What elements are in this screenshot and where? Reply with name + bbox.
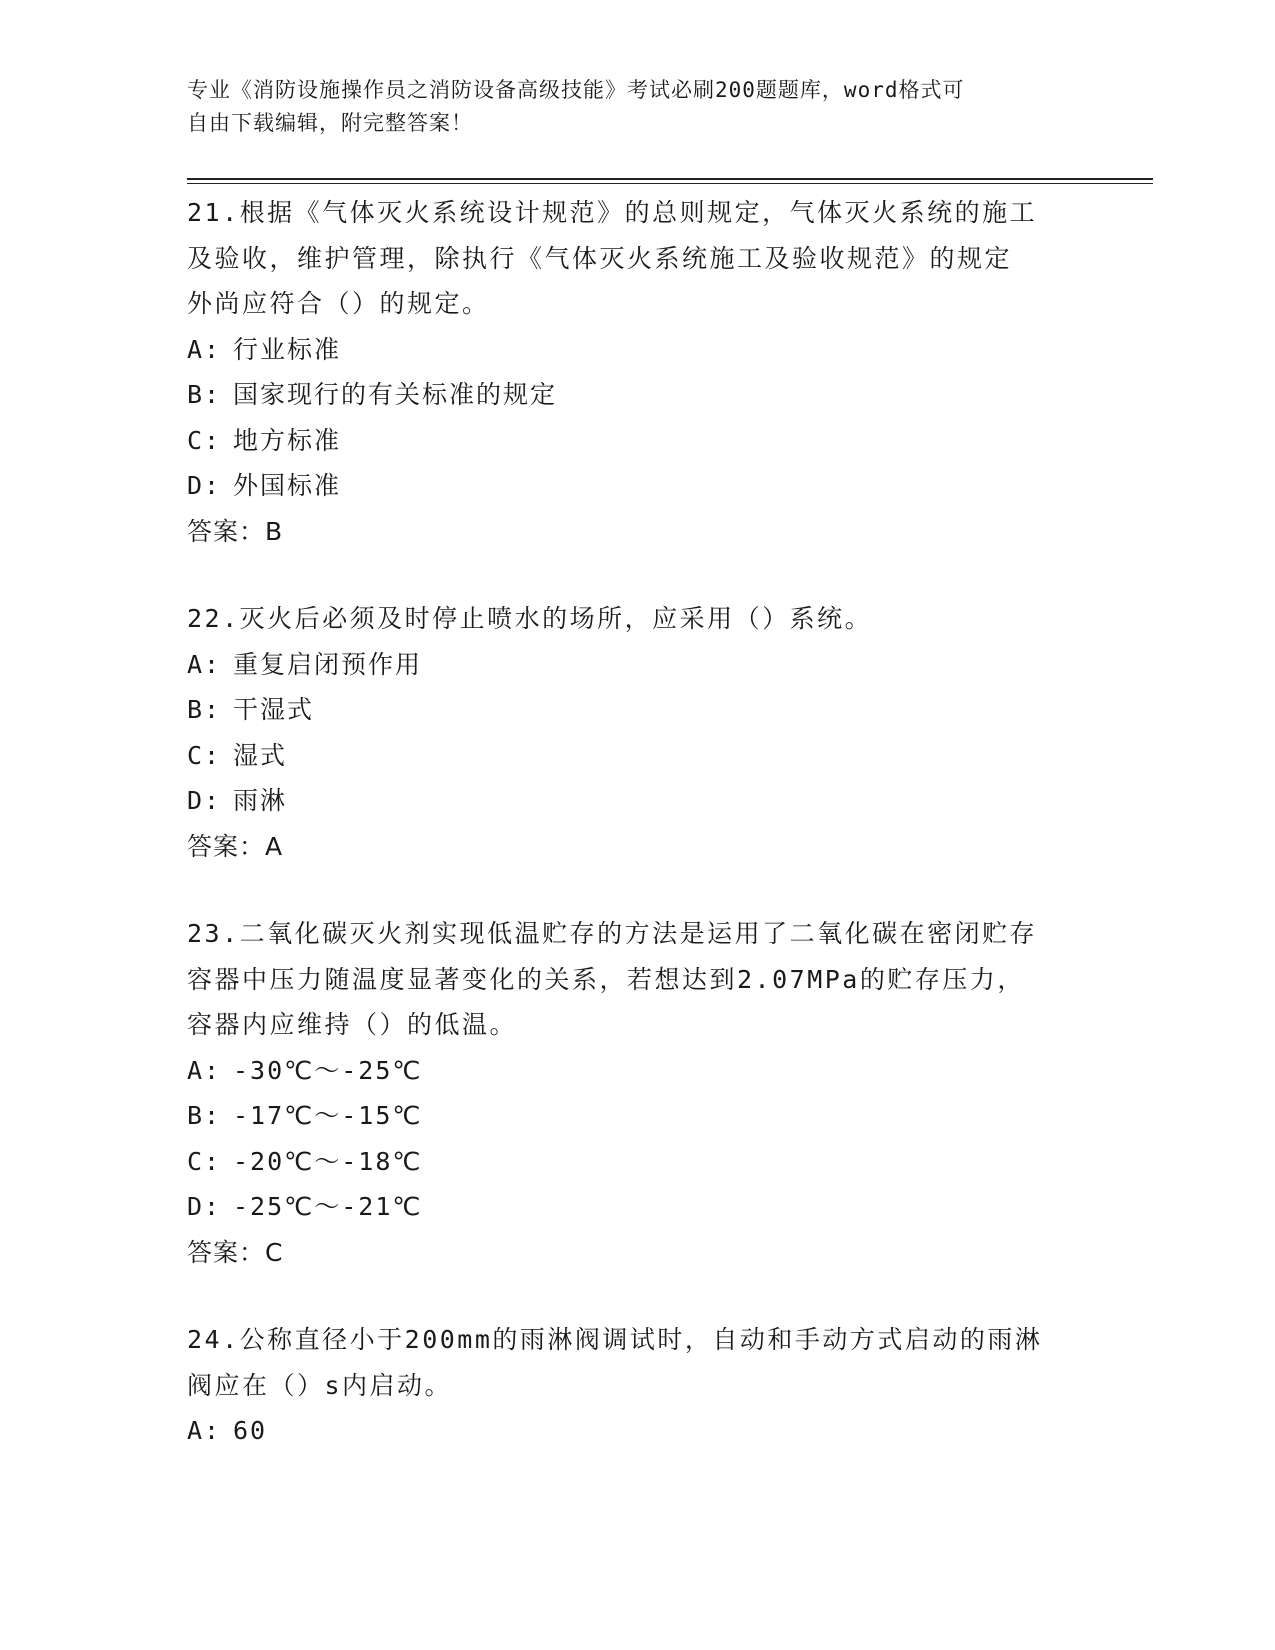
option-text: -30℃～-25℃ — [233, 1055, 423, 1085]
option-letter: B: — [187, 695, 222, 724]
option-b — [187, 687, 1087, 733]
question-22 — [187, 596, 1087, 869]
option-text: 行业标准 — [233, 334, 342, 364]
option-text: 外国标准 — [233, 471, 342, 500]
option-letter: B: — [187, 1101, 222, 1130]
question-stem-line: 24.公称直径小于200mm的雨淋阀调试时，自动和手动方式启动的雨淋 — [187, 1325, 1043, 1354]
option-a — [187, 1408, 1087, 1454]
question-stem-line: 容器内应维持（）的低温。 — [187, 1010, 518, 1039]
option-letter: A: — [187, 334, 222, 364]
option-a — [187, 1048, 1087, 1094]
option-letter: D: — [187, 1192, 222, 1221]
answer-line: 答案：B — [187, 516, 284, 546]
option-letter: A: — [187, 1055, 222, 1085]
option-text: 干湿式 — [233, 695, 315, 724]
option-text: 重复启闭预作用 — [233, 649, 423, 679]
option-d — [187, 1184, 1087, 1230]
option-letter: A: — [187, 1416, 222, 1445]
option-letter: D: — [187, 471, 222, 500]
option-d — [187, 778, 1087, 824]
header-divider-thick — [187, 178, 1153, 180]
option-text: 地方标准 — [233, 425, 342, 455]
option-text: 60 — [233, 1416, 268, 1445]
header-divider-thin — [187, 183, 1153, 184]
option-letter: C: — [187, 1146, 222, 1176]
option-text: 湿式 — [233, 740, 288, 770]
question-21 — [187, 190, 1087, 554]
option-b — [187, 372, 1087, 418]
option-a — [187, 327, 1087, 373]
option-d — [187, 463, 1087, 509]
question-24 — [187, 1317, 1087, 1454]
question-stem-line: 阀应在（）s内启动。 — [187, 1370, 453, 1400]
option-letter: B: — [187, 380, 222, 409]
question-list — [187, 190, 1087, 1496]
question-stem-line: 外尚应符合（）的规定。 — [187, 289, 490, 318]
question-stem-line: 及验收，维护管理，除执行《气体灭火系统施工及验收规范》的规定 — [187, 243, 1013, 273]
answer-line: 答案：C — [187, 1237, 284, 1267]
option-c — [187, 733, 1087, 779]
question-stem-line: 22.灭火后必须及时停止喷水的场所，应采用（）系统。 — [187, 604, 873, 633]
header-line-2: 自由下载编辑，附完整答案！ — [187, 111, 473, 135]
option-letter: C: — [187, 740, 222, 770]
header-line-1: 专业《消防设施操作员之消防设备高级技能》考试必刷200题题库，word格式可 — [187, 78, 965, 102]
option-c — [187, 418, 1087, 464]
answer-line: 答案：A — [187, 831, 284, 861]
option-text: 雨淋 — [233, 786, 288, 815]
question-stem-line: 21.根据《气体灭火系统设计规范》的总则规定，气体灭火系统的施工 — [187, 198, 1038, 227]
option-text: 国家现行的有关标准的规定 — [233, 380, 558, 409]
option-text: -25℃～-21℃ — [233, 1192, 423, 1221]
option-a — [187, 642, 1087, 688]
question-stem-line: 容器中压力随温度显著变化的关系，若想达到2.07MPa的贮存压力， — [187, 964, 1025, 994]
question-23 — [187, 911, 1087, 1275]
option-c — [187, 1139, 1087, 1185]
option-text: -17℃～-15℃ — [233, 1101, 423, 1130]
option-letter: A: — [187, 649, 222, 679]
option-letter: C: — [187, 425, 222, 455]
option-b — [187, 1093, 1087, 1139]
option-text: -20℃～-18℃ — [233, 1146, 423, 1176]
option-letter: D: — [187, 786, 222, 815]
question-stem-line: 23.二氧化碳灭火剂实现低温贮存的方法是运用了二氧化碳在密闭贮存 — [187, 919, 1038, 948]
document-header — [187, 74, 1087, 140]
